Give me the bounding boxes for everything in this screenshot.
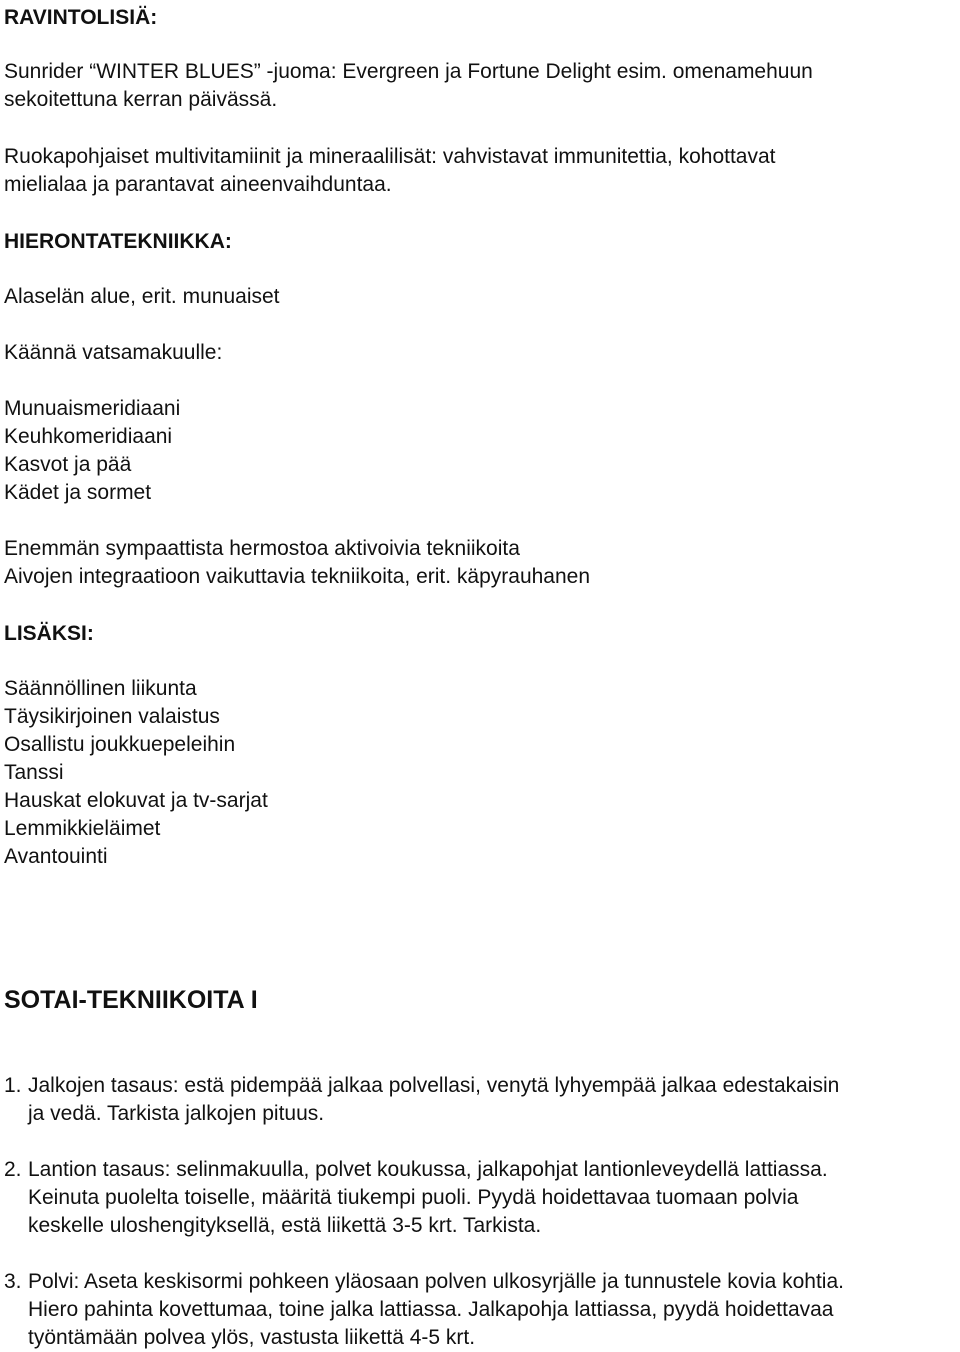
list-item: Munuaismeridiaani xyxy=(4,397,181,420)
list-item: Keuhkomeridiaani xyxy=(4,425,173,448)
heading-sotai-tekniikoita: SOTAI-TEKNIIKOITA I xyxy=(4,986,258,1014)
paragraph-line: Ruokapohjaiset multivitamiinit ja mineraalilisät: vahvistavat immunitettia, kohottavat xyxy=(4,145,776,168)
heading-hierontatekniikka: HIERONTATEKNIIKKA: xyxy=(4,230,232,253)
step-line: Polvi: Aseta keskisormi pohkeen yläosaan polven ulkosyrjälle ja tunnustele kovia kohtia. xyxy=(28,1270,844,1293)
paragraph-line: Sunrider “WINTER BLUES” -juoma: Evergreen ja Fortune Delight esim. omenamehuun xyxy=(4,60,813,83)
step-number: 2. xyxy=(4,1158,22,1181)
text-line: Alaselän alue, erit. munuaiset xyxy=(4,285,280,308)
step-line: Keinuta puolelta toiselle, määritä tiukempi puoli. Pyydä hoidettavaa tuomaan polvia xyxy=(28,1186,799,1209)
list-item: Lemmikkieläimet xyxy=(4,817,161,840)
list-item: Säännöllinen liikunta xyxy=(4,677,197,700)
step-line: Hiero pahinta kovettumaa, toine jalka lattiassa. Jalkapohja lattiassa, pyydä hoidettavaa xyxy=(28,1298,834,1321)
text-line: Aivojen integraatioon vaikuttavia tekniikoita, erit. käpyrauhanen xyxy=(4,565,591,588)
text-line: Käännä vatsamakuulle: xyxy=(4,341,223,364)
step-line: Jalkojen tasaus: estä pidempää jalkaa polvellasi, venytä lyhyempää jalkaa edestakaisin xyxy=(28,1074,840,1097)
step-number: 1. xyxy=(4,1074,22,1097)
step-line: keskelle uloshengityksellä, estä liikettä 3-5 krt. Tarkista. xyxy=(28,1214,542,1237)
step-line: ja vedä. Tarkista jalkojen pituus. xyxy=(28,1102,325,1125)
list-item: Osallistu joukkuepeleihin xyxy=(4,733,236,756)
heading-lisaksi: LISÄKSI: xyxy=(4,622,94,645)
step-number: 3. xyxy=(4,1270,22,1293)
list-item: Hauskat elokuvat ja tv-sarjat xyxy=(4,789,268,812)
list-item: Kädet ja sormet xyxy=(4,481,152,504)
list-item: Kasvot ja pää xyxy=(4,453,132,476)
list-item: Tanssi xyxy=(4,761,64,784)
heading-ravintolisia: RAVINTOLISIÄ: xyxy=(4,6,158,29)
text-line: Enemmän sympaattista hermostoa aktivoivia tekniikoita xyxy=(4,537,520,560)
list-item: Avantouinti xyxy=(4,845,108,868)
list-item: Täysikirjoinen valaistus xyxy=(4,705,220,728)
paragraph-line: mielialaa ja parantavat aineenvaihduntaa. xyxy=(4,173,392,196)
paragraph-line: sekoitettuna kerran päivässä. xyxy=(4,88,278,111)
step-line: työntämään polvea ylös, vastusta liikettä 4-5 krt. xyxy=(28,1326,476,1349)
step-line: Lantion tasaus: selinmakuulla, polvet koukussa, jalkapohjat lantionleveydellä lattiassa. xyxy=(28,1158,828,1181)
